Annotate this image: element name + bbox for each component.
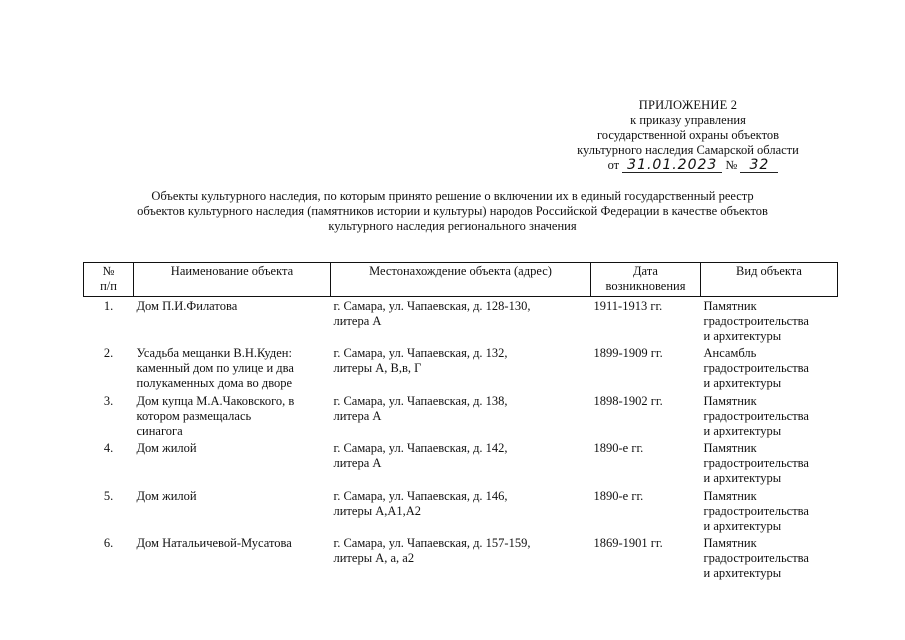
- row-type: Памятник градостроительства и архитектуры: [703, 299, 809, 343]
- row-date: 1899-1909 гг.: [593, 346, 663, 360]
- row-date: 1898-1902 гг.: [593, 394, 663, 408]
- handwritten-number: 32: [740, 158, 778, 173]
- row-address: г. Самара, ул. Чапаевская, д. 128-130, литера А: [333, 299, 531, 328]
- row-num: 5.: [103, 489, 114, 503]
- row-num: 1.: [103, 299, 114, 313]
- row-num: 3.: [103, 394, 114, 408]
- table-row: [84, 534, 838, 581]
- annex-line-1: к приказу управления: [630, 113, 746, 127]
- heading-line-2: объектов культурного наследия (памятников истории и культуры) народов Российской Федерации в качестве объектов: [137, 204, 768, 218]
- header-num: № п/п: [84, 263, 134, 297]
- number-label: №: [725, 158, 738, 172]
- row-type: Памятник градостроительства и архитектуры: [703, 489, 809, 533]
- row-type: Памятник градостроительства и архитектуры: [703, 394, 809, 438]
- header-date: Дата возникновения: [591, 263, 701, 297]
- annex-title: ПРИЛОЖЕНИЕ 2: [638, 98, 738, 112]
- row-address: г. Самара, ул. Чапаевская, д. 142, литера А: [333, 441, 508, 470]
- row-date: 1869-1901 гг.: [593, 536, 663, 550]
- row-type: Ансамбль градостроительства и архитектуры: [703, 346, 809, 390]
- heading-line-3: культурного наследия регионального значения: [328, 219, 577, 233]
- row-num: 6.: [103, 536, 114, 550]
- row-address: г. Самара, ул. Чапаевская, д. 132, литеры А, В,в, Г: [333, 346, 508, 375]
- row-address: г. Самара, ул. Чапаевская, д. 157-159, литеры А, а, а2: [333, 536, 531, 565]
- row-date: 1911-1913 гг.: [593, 299, 663, 313]
- table-row: [84, 487, 838, 534]
- heading-line-1: Объекты культурного наследия, по которым принято решение о включении их в единый государственный реестр: [151, 189, 754, 203]
- row-date: 1890-е гг.: [593, 489, 644, 503]
- row-address: г. Самара, ул. Чапаевская, д. 146, литеры А,А1,А2: [333, 489, 508, 518]
- row-name: Дом Натальичевой-Мусатова: [136, 536, 292, 550]
- header-address: Местонахождение объекта (адрес): [331, 263, 591, 297]
- row-name: Дом жилой: [136, 441, 197, 455]
- header-row: [84, 263, 838, 297]
- row-address: г. Самара, ул. Чапаевская, д. 138, литера А: [333, 394, 508, 423]
- row-type: Памятник градостроительства и архитектуры: [703, 536, 809, 580]
- document-heading: [80, 189, 825, 234]
- from-label: от: [607, 158, 620, 172]
- row-type: Памятник градостроительства и архитектуры: [703, 441, 809, 485]
- header-name: Наименование объекта: [134, 263, 331, 297]
- objects-table: [83, 262, 838, 581]
- row-name: Дом П.И.Филатова: [136, 299, 238, 313]
- annex-signature-row: [558, 158, 828, 173]
- header-type: Вид объекта: [701, 263, 838, 297]
- table-row: [84, 439, 838, 487]
- annex-line-3: культурного наследия Самарской области: [577, 143, 799, 157]
- annex-line-2: государственной охраны объектов: [596, 128, 780, 142]
- row-name: Усадьба мещанки В.Н.Куден: каменный дом по улице и два полукаменных дома во дворе: [136, 346, 294, 390]
- row-name: Дом жилой: [136, 489, 197, 503]
- annex-block: [548, 98, 828, 173]
- row-num: 4.: [103, 441, 114, 455]
- row-num: 2.: [103, 346, 114, 360]
- table-row: [84, 392, 838, 439]
- table-body: [84, 297, 838, 582]
- row-name: Дом купца М.А.Чаковского, в котором размещалась синагога: [136, 394, 295, 438]
- table-header: [84, 263, 838, 297]
- handwritten-date: 31.01.2023: [622, 158, 722, 173]
- table-row: [84, 297, 838, 345]
- table-row: [84, 344, 838, 392]
- row-date: 1890-е гг.: [593, 441, 644, 455]
